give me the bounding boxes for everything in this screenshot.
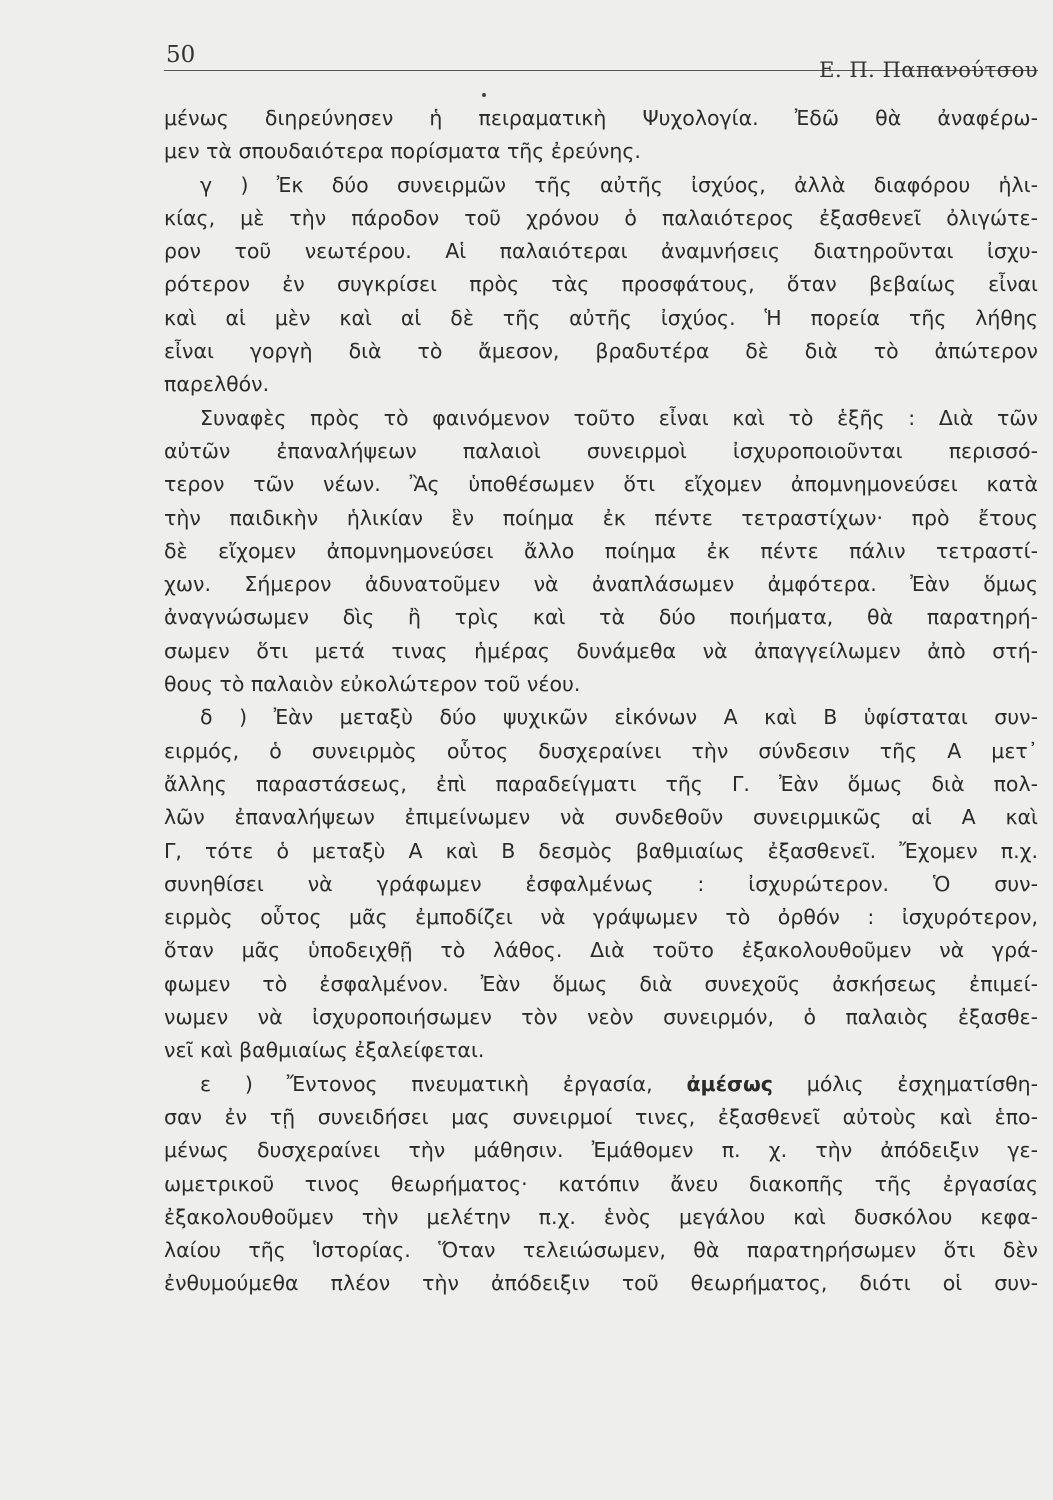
text-line: ἄλλης παραστάσεως, ἐπὶ παραδείγματι τῆς Γ. Ἐὰν ὅμως διὰ πολ-: [164, 771, 1038, 796]
text-line: ἀναγνώσωμεν δὶς ἢ τρὶς καὶ τὰ δύο ποιήματα, θὰ παρατηρή-: [164, 605, 1038, 630]
text-line: σωμεν ὅτι μετά τινας ἡμέρας δυνάμεθα νὰ ἀπαγγείλωμεν ἀπὸ στή-: [164, 638, 1038, 663]
text-line: δ ) Ἐὰν μεταξὺ δύο ψυχικῶν εἰκόνων Α καὶ Β ὑφίσταται συν-: [200, 705, 1038, 730]
text-line: ειρμός, ὁ συνειρμὸς οὗτος δυσχεραίνει τὴν σύνδεσιν τῆς Α μετ᾽: [164, 738, 1038, 763]
text-line: συνηθίσει νὰ γράφωμεν ἐσφαλμένως : ἰσχυρώτερον. Ὁ συν-: [164, 871, 1038, 896]
text-line: [164, 1068, 1038, 1101]
text-line: κίας, μὲ τὴν πάροδον τοῦ χρόνου ὁ παλαιότερος ἐξασθενεῖ ὀλιγώτε-: [164, 205, 1038, 230]
text-segment: ε ) Ἔντονος πνευματικὴ ἐργασία,: [200, 1071, 687, 1096]
text-line: τὴν παιδικὴν ἡλικίαν ἓν ποίημα ἐκ πέντε τετραστίχων· πρὸ ἔτους: [164, 505, 1038, 530]
text-line: τερον τῶν νέων. Ἂς ὑποθέσωμεν ὅτι εἴχομεν ἀπομνημονεύσει κατὰ: [164, 472, 1038, 497]
emphasis-word: ἀμέσως: [686, 1071, 773, 1096]
text-line: ρον τοῦ νεωτέρου. Αἱ παλαιότεραι ἀναμνήσεις διατηροῦνται ἰσχυ-: [164, 239, 1038, 264]
text-line: θους τὸ παλαιὸν εὐκολώτερον τοῦ νέου.: [164, 672, 581, 697]
page-header: [164, 40, 1038, 84]
text-line: ρότερον ἐν συγκρίσει πρὸς τὰς προσφάτους, ὅταν βεβαίως εἶναι: [164, 272, 1038, 297]
text-line: ἐνθυμούμεθα πλέον τὴν ἀπόδειξιν τοῦ θεωρήματος, διότι οἱ συν-: [164, 1271, 1038, 1296]
text-line: ὅταν μᾶς ὑποδειχθῇ τὸ λάθος. Διὰ τοῦτο ἐξακολουθοῦμεν νὰ γρά-: [164, 938, 1038, 963]
text-line: σαν ἐν τῇ συνειδήσει μας συνειρμοί τινες, ἐξασθενεῖ αὐτοὺς καὶ ἑπο-: [164, 1104, 1038, 1129]
text-line: μένως δυσχεραίνει τὴν μάθησιν. Ἐμάθομεν π. χ. τὴν ἀπόδειξιν γε-: [164, 1138, 1038, 1163]
running-head: Ε. Π. Παπανούτσου: [819, 58, 1038, 82]
text-line: Γ, τότε ὁ μεταξὺ Α καὶ Β δεσμὸς βαθμιαίως ἐξασθενεῖ. Ἔχομεν π.χ.: [164, 838, 1038, 863]
text-line: εἶναι γοργὴ διὰ τὸ ἄμεσον, βραδυτέρα δὲ διὰ τὸ ἀπώτερον: [164, 339, 1038, 364]
text-segment: μόλις ἐσχηματίσθη-: [772, 1071, 1038, 1096]
ink-speck: [482, 93, 486, 97]
text-line: αὐτῶν ἐπαναλήψεων παλαιοὶ συνειρμοὶ ἰσχυροποιοῦνται περισσό-: [164, 438, 1038, 463]
text-line: ειρμὸς οὗτος μᾶς ἐμποδίζει νὰ γράψωμεν τὸ ὀρθόν : ἰσχυρότερον,: [164, 905, 1038, 930]
text-line: λῶν ἐπαναλήψεων ἐπιμείνωμεν νὰ συνδεθοῦν συνειρμικῶς αἱ Α καὶ: [164, 805, 1038, 830]
text-line: ωμετρικοῦ τινος θεωρήματος· κατόπιν ἄνευ διακοπῆς τῆς ἐργασίας: [164, 1171, 1038, 1196]
page-number: 50: [166, 42, 196, 68]
text-line: Συναφὲς πρὸς τὸ φαινόμενον τοῦτο εἶναι καὶ τὸ ἑξῆς : Διὰ τῶν: [200, 405, 1038, 430]
text-line: δὲ εἴχομεν ἀπομνημονεύσει ἄλλο ποίημα ἐκ πέντε πάλιν τετραστί-: [164, 538, 1038, 563]
text-line: ἐξακολουθοῦμεν τὴν μελέτην π.χ. ἑνὸς μεγάλου καὶ δυσκόλου κεφα-: [164, 1204, 1038, 1229]
text-line: χων. Σήμερον ἀδυνατοῦμεν νὰ ἀναπλάσωμεν ἀμφότερα. Ἐὰν ὅμως: [164, 572, 1038, 597]
body-text: [164, 102, 1038, 1301]
text-line: λαίου τῆς Ἱστορίας. Ὅταν τελειώσωμεν, θὰ παρατηρήσωμεν ὅτι δὲν: [164, 1238, 1038, 1263]
text-line: νωμεν νὰ ἰσχυροποιήσωμεν τὸν νεὸν συνειρμόν, ὁ παλαιὸς ἐξασθε-: [164, 1005, 1038, 1030]
text-line: νεῖ καὶ βαθμιαίως ἐξαλείφεται.: [164, 1038, 485, 1063]
text-line: παρελθόν.: [164, 372, 270, 397]
text-line: φωμεν τὸ ἐσφαλμένον. Ἐὰν ὅμως διὰ συνεχοῦς ἀσκήσεως ἐπιμεί-: [164, 971, 1038, 996]
text-line: μεν τὰ σπουδαιότερα πορίσματα τῆς ἐρεύνης.: [164, 139, 641, 164]
text-line: γ ) Ἐκ δύο συνειρμῶν τῆς αὐτῆς ἰσχύος, ἀλλὰ διαφόρου ἡλι-: [200, 172, 1038, 197]
text-line: καὶ αἱ μὲν καὶ αἱ δὲ τῆς αὐτῆς ἰσχύος. Ἡ πορεία τῆς λήθης: [164, 305, 1038, 330]
text-line: μένως διηρεύνησεν ἡ πειραματικὴ Ψυχολογία. Ἐδῶ θὰ ἀναφέρω-: [164, 106, 1038, 130]
